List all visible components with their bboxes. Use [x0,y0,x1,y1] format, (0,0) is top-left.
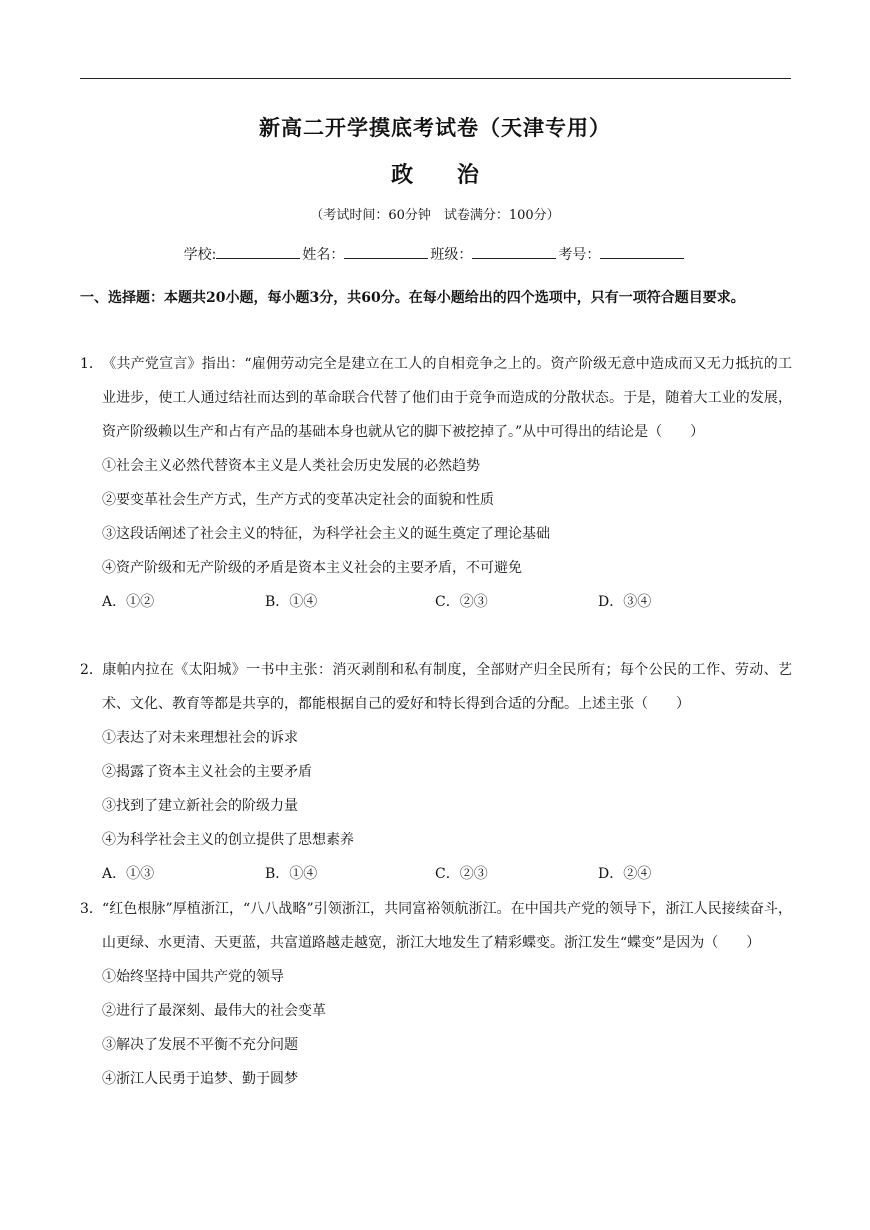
question-stem [80,347,792,449]
school-blank[interactable] [216,246,300,259]
exam-title: 新高二开学摸底考试卷（天津专用） [259,115,611,140]
header-rule [80,78,791,79]
statement-4: ④为科学社会主义的创立提供了思想素养 [102,832,354,848]
name-label: 姓名： [302,247,345,263]
statement-1: ①社会主义必然代替资本主义是人类社会历史发展的必然趋势 [102,458,480,474]
statement-2: ②揭露了资本主义社会的主要矛盾 [102,764,312,780]
question-number: 3． [80,901,103,917]
option-d[interactable]: D．②④ [598,866,652,882]
school-label: 学校: [183,247,217,263]
option-a[interactable]: A．①③ [102,866,155,882]
class-blank[interactable] [472,246,556,259]
exam-number-label: 考号： [558,247,601,263]
option-c[interactable]: C．②③ [435,594,488,610]
name-blank[interactable] [344,246,428,259]
question-number: 1． [80,356,103,372]
question-stem [80,892,792,960]
section-heading: 一、选择题：本题共20小题，每小题3分，共60分。在每小题给出的四个选项中，只有一项符合题目要求。 [80,290,745,306]
statement-4: ④浙江人民勇于追梦、勤于圆梦 [102,1071,298,1087]
statement-3: ③找到了建立新社会的阶级力量 [102,798,298,814]
answer-options [80,585,792,619]
exam-subject: 政 治 [391,162,497,188]
question-text: “红色根脉”厚植浙江，“八八战略”引领浙江，共同富裕领航浙江。在中国共产党的领导下，浙江人民接续奋斗，山更绿、水更清、天更蓝，共富道路越走越宽，浙江大地发生了精彩蝶变。浙江发生“蝶变”是因为（ ） [102,901,792,951]
statement-2: ②要变革社会生产方式，生产方式的变革决定社会的面貌和性质 [102,492,494,508]
question-3 [80,892,792,1096]
class-field [430,244,558,264]
statement-4: ④资产阶级和无产阶级的矛盾是资本主义社会的主要矛盾，不可避免 [102,560,522,576]
name-field [302,244,430,264]
statement-2: ②进行了最深刻、最伟大的社会变革 [102,1003,326,1019]
student-info-line [0,244,870,264]
question-1 [80,347,792,619]
answer-options [80,857,792,891]
option-b[interactable]: B．①④ [265,594,318,610]
statement-3: ③解决了发展不平衡不充分问题 [102,1037,298,1053]
school-field [184,244,303,264]
question-text: 康帕内拉在《太阳城》一书中主张：消灭剥削和私有制度，全部财产归全民所有；每个公民的工作、劳动、艺术、文化、教育等都是共享的，都能根据自己的爱好和特长得到合适的分配。上述主张（ ） [102,662,792,712]
question-number: 2． [80,662,103,678]
question-text: 《共产党宣言》指出：“雇佣劳动完全是建立在工人的自相竞争之上的。资产阶级无意中造成而又无力抵抗的工业进步，使工人通过结社而达到的革命联合代替了他们由于竞争而造成的分散状态。于是，随着大工业的发展，资产阶级赖以生产和占有产品的基础本身也就从它的脚下被挖掉了。”从中可得出的结论是（ ） [102,356,792,440]
exam-time-and-score: （考试时间：60分钟 试卷满分：100分） [310,208,560,223]
option-a[interactable]: A．①② [102,594,155,610]
question-stem [80,653,792,721]
statement-1: ①表达了对未来理想社会的诉求 [102,730,298,746]
option-d[interactable]: D．③④ [598,594,652,610]
option-b[interactable]: B．①④ [265,866,318,882]
statement-3: ③这段话阐述了社会主义的特征，为科学社会主义的诞生奠定了理论基础 [102,526,550,542]
exam-number-blank[interactable] [600,246,684,259]
class-label: 班级： [430,247,473,263]
question-2 [80,653,792,891]
statement-1: ①始终坚持中国共产党的领导 [102,969,284,985]
option-c[interactable]: C．②③ [435,866,488,882]
exam-number-field [558,244,686,264]
